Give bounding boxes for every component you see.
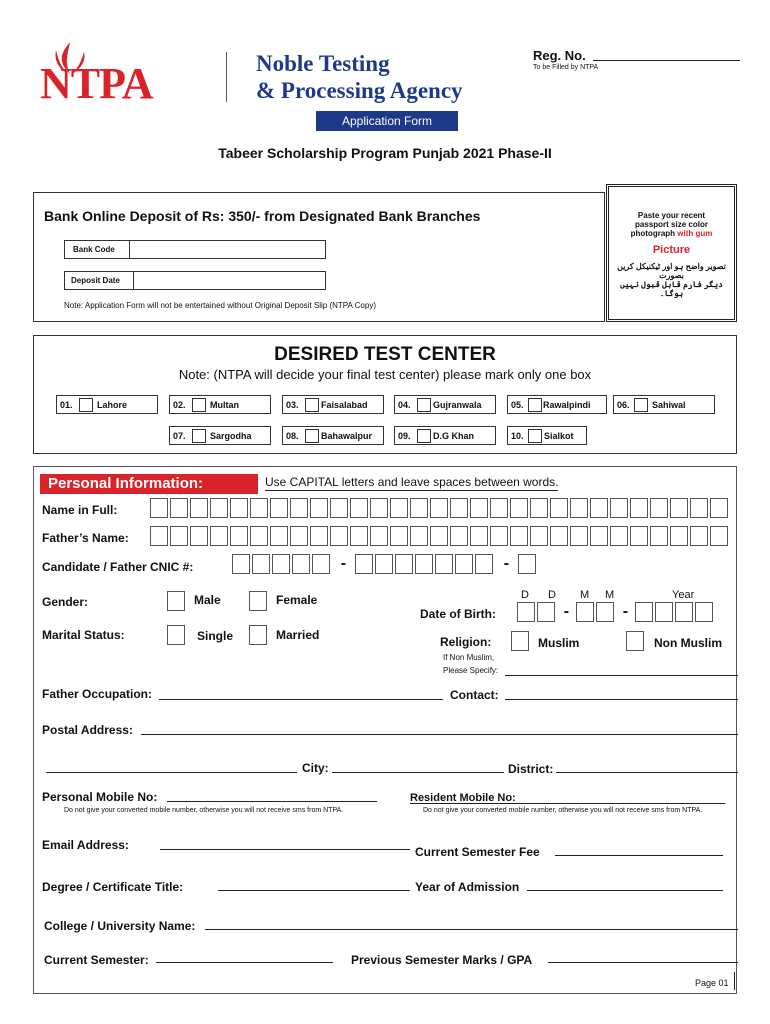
name-cells[interactable] — [150, 498, 740, 522]
contact-field[interactable] — [505, 699, 738, 700]
male-checkbox[interactable] — [167, 591, 185, 611]
college-label: College / University Name: — [44, 919, 196, 933]
female-checkbox[interactable] — [249, 591, 267, 611]
postal-address-line2[interactable] — [46, 772, 297, 773]
center-sialkot[interactable] — [507, 426, 587, 445]
photo-instruction-1: Paste your recent — [637, 211, 706, 220]
photo-urdu-2: دیگر فارم قابل قبول نہیں ہوگا۔ — [620, 280, 723, 298]
degree-field[interactable] — [218, 890, 410, 891]
non-muslim-note-2: Please Specify: — [443, 666, 499, 675]
center-name: Sahiwal — [652, 400, 686, 410]
current-semester-field[interactable] — [156, 962, 333, 963]
degree-label: Degree / Certificate Title: — [42, 880, 184, 894]
center-checkbox[interactable] — [634, 398, 648, 412]
center-bahawalpur[interactable] — [282, 426, 384, 445]
center-name: Rawalpindi — [543, 400, 591, 410]
religion-label: Religion: — [440, 635, 492, 649]
dob-year-label: Year — [672, 589, 695, 601]
photo-urdu-1: تصویر واضح ہو اور ٹیکنیکل کریں بصورت — [617, 262, 726, 280]
center-lahore[interactable] — [56, 395, 158, 414]
test-center-title: DESIRED TEST CENTER — [274, 344, 496, 365]
center-checkbox[interactable] — [528, 398, 542, 412]
bank-title: Bank Online Deposit of Rs: 350/- from Designated Bank Branches — [44, 208, 481, 224]
bank-code-divider — [129, 241, 130, 258]
center-name: D.G Khan — [433, 431, 475, 441]
test-center-note: Note: (NTPA will decide your final test center) please mark only one box — [178, 367, 592, 382]
center-num: 01. — [60, 400, 73, 410]
logo-text: NTPA — [40, 59, 153, 108]
dob-d2-label: D — [548, 589, 556, 601]
org-name-line1: Noble Testing — [256, 51, 390, 76]
resident-mobile-field[interactable] — [410, 803, 725, 804]
page-number-bar — [734, 972, 735, 990]
postal-address-label: Postal Address: — [42, 723, 133, 737]
dob-label: Date of Birth: — [420, 607, 496, 621]
single-checkbox[interactable] — [167, 625, 185, 645]
resident-mobile-note: Do not give your converted mobile number, otherwise you will not receive sms from NTPA. — [423, 807, 703, 814]
prev-marks-label: Previous Semester Marks / GPA — [351, 953, 533, 967]
form-badge: Application Form — [316, 111, 458, 131]
current-semester-label: Current Semester: — [44, 953, 149, 967]
photo-instruction-3a: photograph — [630, 229, 676, 238]
photo-instruction-3b: with gum — [677, 229, 713, 238]
center-multan[interactable] — [169, 395, 271, 414]
personal-mobile-label: Personal Mobile No: — [42, 790, 158, 804]
email-label: Email Address: — [42, 838, 129, 852]
center-checkbox[interactable] — [528, 429, 542, 443]
center-name: Sargodha — [210, 431, 252, 441]
center-num: 06. — [617, 400, 630, 410]
gender-label: Gender: — [42, 595, 89, 609]
center-num: 07. — [173, 431, 186, 441]
reg-no-label: Reg. No. — [533, 48, 586, 63]
college-field[interactable] — [205, 929, 738, 930]
center-num: 04. — [398, 400, 411, 410]
dob-d1-label: D — [521, 589, 529, 601]
reg-no-field[interactable] — [593, 60, 740, 61]
center-num: 03. — [286, 400, 299, 410]
personal-mobile-note: Do not give your converted mobile number, otherwise you will not receive sms from NTPA. — [64, 807, 344, 814]
center-checkbox[interactable] — [192, 429, 206, 443]
cnic-label: Candidate / Father CNIC #: — [42, 560, 194, 574]
photo-title: Picture — [652, 244, 691, 256]
photo-box[interactable] — [606, 184, 737, 322]
ntpa-logo — [40, 40, 210, 110]
dob-m2-label: M — [605, 589, 615, 601]
center-dg-khan[interactable] — [394, 426, 496, 445]
center-num: 08. — [286, 431, 299, 441]
contact-label: Contact: — [450, 688, 499, 702]
personal-mobile-field[interactable] — [167, 801, 377, 802]
city-label: City: — [302, 761, 329, 775]
bank-code-field[interactable] — [64, 240, 326, 259]
deposit-date-field[interactable] — [64, 271, 326, 290]
center-name: Multan — [210, 400, 239, 410]
father-name-label: Father’s Name: — [42, 531, 129, 545]
center-checkbox[interactable] — [417, 398, 431, 412]
single-label: Single — [197, 629, 234, 643]
center-checkbox[interactable] — [305, 429, 319, 443]
photo-instruction-2: passport size color — [635, 220, 708, 229]
district-label: District: — [508, 762, 554, 776]
center-sargodha[interactable] — [169, 426, 271, 445]
center-checkbox[interactable] — [417, 429, 431, 443]
muslim-label: Muslim — [538, 636, 580, 650]
resident-mobile-label: Resident Mobile No: — [410, 792, 516, 804]
logo-divider — [226, 52, 227, 102]
center-num: 10. — [511, 431, 524, 441]
married-label: Married — [276, 628, 320, 642]
center-num: 05. — [511, 400, 524, 410]
program-title: Tabeer Scholarship Program Punjab 2021 Phase-II — [218, 145, 552, 161]
father-occupation-label: Father Occupation: — [42, 687, 153, 701]
male-label: Male — [194, 593, 221, 607]
married-checkbox[interactable] — [249, 625, 267, 645]
org-name-line2: & Processing Agency — [256, 78, 463, 103]
personal-header: Personal Information: — [40, 474, 258, 494]
religion-specify-field[interactable] — [505, 675, 738, 676]
father-name-cells[interactable] — [150, 526, 740, 550]
bank-note: Note: Application Form will not be entertained without Original Deposit Slip (NTPA Copy) — [64, 301, 376, 310]
deposit-date-label: Deposit Date — [71, 276, 120, 285]
center-sahiwal[interactable] — [613, 395, 715, 414]
dob-cells[interactable]: - - — [517, 602, 739, 626]
center-name: Sialkot — [544, 431, 574, 441]
dob-m1-label: M — [580, 589, 590, 601]
name-label: Name in Full: — [42, 503, 118, 517]
center-checkbox[interactable] — [79, 398, 93, 412]
page-number: Page 01 — [695, 978, 729, 988]
current-fee-field[interactable] — [555, 855, 723, 856]
postal-address-field[interactable] — [141, 734, 738, 735]
center-name: Gujranwala — [433, 400, 482, 410]
capital-instruction: Use CAPITAL letters and leave spaces between words. — [265, 475, 559, 489]
district-field[interactable] — [556, 772, 738, 773]
non-muslim-checkbox[interactable] — [626, 631, 644, 651]
non-muslim-label: Non Muslim — [654, 636, 722, 650]
prev-marks-field[interactable] — [548, 962, 738, 963]
email-field[interactable] — [160, 849, 410, 850]
center-rawalpindi[interactable] — [507, 395, 607, 414]
year-admission-label: Year of Admission — [415, 880, 520, 894]
center-checkbox[interactable] — [192, 398, 206, 412]
cnic-cells[interactable]: - - — [232, 554, 562, 578]
reg-no-note: To be Filled by NTPA — [533, 64, 599, 71]
center-name: Faisalabad — [321, 400, 368, 410]
center-num: 02. — [173, 400, 186, 410]
year-admission-field[interactable] — [527, 890, 723, 891]
center-gujranwala[interactable] — [394, 395, 496, 414]
center-num: 09. — [398, 431, 411, 441]
center-faisalabad[interactable] — [282, 395, 384, 414]
deposit-date-divider — [133, 272, 134, 289]
father-occupation-field[interactable] — [159, 699, 443, 700]
current-fee-label: Current Semester Fee — [415, 845, 540, 859]
female-label: Female — [276, 593, 318, 607]
center-checkbox[interactable] — [305, 398, 319, 412]
bank-code-label: Bank Code — [73, 245, 115, 254]
city-field[interactable] — [332, 772, 504, 773]
center-name: Bahawalpur — [321, 431, 373, 441]
center-name: Lahore — [97, 400, 128, 410]
non-muslim-note-1: If Non Muslim, — [443, 653, 495, 662]
marital-label: Marital Status: — [42, 628, 125, 642]
muslim-checkbox[interactable] — [511, 631, 529, 651]
